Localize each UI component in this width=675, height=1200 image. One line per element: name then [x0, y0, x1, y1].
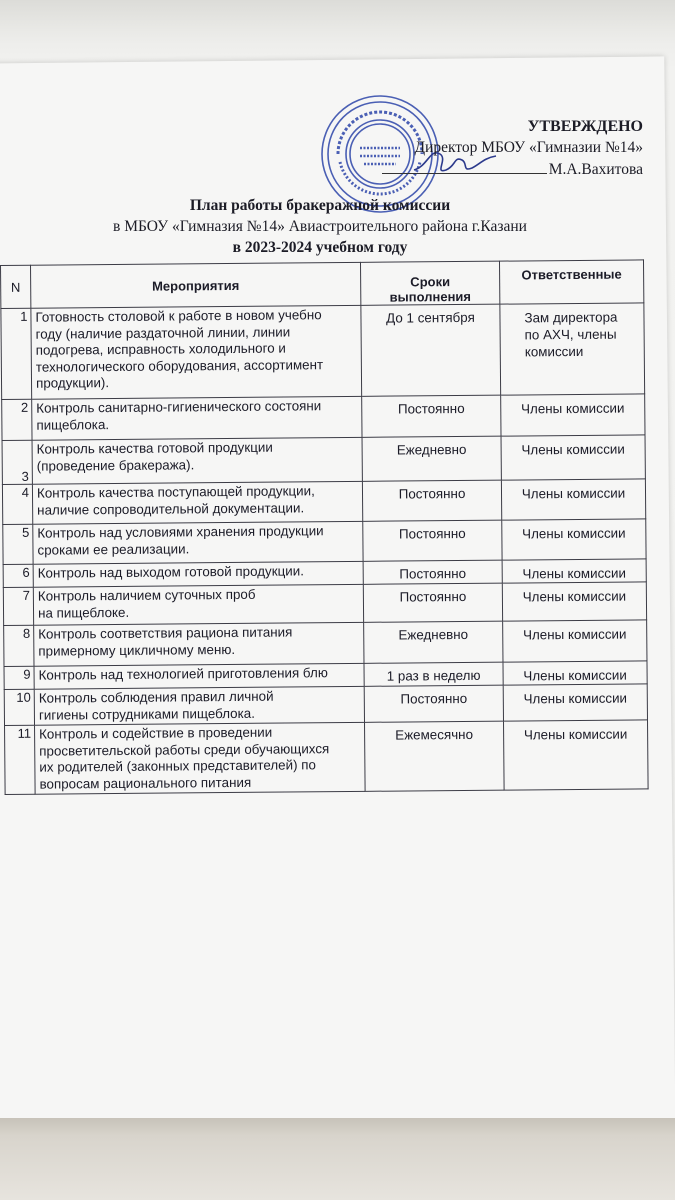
row-number: 2 [2, 399, 32, 440]
row-responsible [503, 661, 647, 685]
table-row [4, 684, 647, 726]
row-activity [35, 722, 366, 794]
approval-heading: УТВЕРЖДЕНО [527, 118, 643, 135]
activity-line: сроками ее реализации. [37, 540, 190, 558]
row-responsible [502, 582, 646, 621]
row-term: До 1 сентября [361, 304, 501, 396]
activity-line: Контроль над условиями хранения продукции [37, 523, 324, 541]
header-number: N [1, 265, 31, 308]
row-activity [34, 686, 364, 725]
row-term: Постоянно [363, 583, 502, 622]
row-number: 10 [4, 689, 34, 725]
header-activity: Мероприятия [31, 262, 361, 308]
row-responsible [501, 435, 645, 480]
row-term: Постоянно [363, 560, 502, 584]
responsible-line: Члены комиссии [522, 626, 627, 643]
plan-table [0, 259, 649, 795]
row-activity [34, 622, 364, 666]
table-row [3, 582, 646, 626]
row-term: Постоянно [362, 395, 501, 437]
row-number: 4 [2, 484, 32, 524]
row-activity [33, 584, 363, 625]
responsible-line: по АХЧ, члены [524, 326, 617, 343]
row-number: 8 [4, 625, 34, 666]
row-number: 9 [4, 666, 34, 689]
activity-line: технологического оборудования, ассортимент [35, 356, 324, 375]
row-responsible [503, 684, 647, 721]
row-term: Ежедневно [362, 436, 501, 481]
row-term: Ежедневно [364, 621, 503, 663]
table-row [1, 303, 645, 400]
activity-line: (проведение бракеража). [36, 456, 195, 474]
activity-line: примерному цикличному меню. [38, 641, 236, 659]
row-term: Постоянно [364, 685, 503, 722]
responsible-line: Члены комиссии [520, 400, 625, 417]
signature-line [382, 158, 547, 174]
activity-line: их родителей (законных представителей) по [39, 757, 317, 775]
table-row [2, 435, 645, 485]
title-line-3: в 2023-2024 учебном году [232, 239, 408, 256]
table-row [2, 479, 645, 525]
approval-signature-row [382, 158, 643, 180]
row-activity [32, 396, 362, 440]
table-row [3, 519, 646, 565]
responsible-line: Члены комиссии [521, 441, 625, 458]
row-activity [33, 521, 363, 564]
responsible-line: Члены комиссии [523, 667, 627, 684]
title-line-1: План работы бракеражной комиссии [189, 197, 451, 214]
table-row [5, 720, 649, 795]
activity-line: Контроль соответствия рациона питания [38, 624, 293, 642]
row-number: 5 [3, 524, 33, 564]
activity-line: на пищеблоке. [37, 604, 130, 621]
row-number: 7 [3, 587, 33, 625]
row-activity [34, 663, 364, 689]
document-title [40, 195, 600, 258]
activity-line: вопросам рационального питания [39, 774, 252, 792]
responsible-line: Члены комиссии [523, 690, 628, 707]
row-activity [32, 481, 362, 524]
row-number: 1 [1, 308, 32, 399]
row-term: 1 раз в неделю [364, 662, 503, 686]
row-number: 6 [3, 564, 33, 587]
title-line-2: в МБОУ «Гимназия №14» Авиастроительного района г.Казани [113, 218, 527, 235]
table-header-row [1, 260, 644, 309]
activity-line: Контроль качества поступающей продукции, [36, 483, 315, 501]
responsible-line: Члены комиссии [523, 726, 628, 743]
row-term: Постоянно [363, 520, 502, 561]
row-term: Ежемесячно [365, 721, 505, 791]
row-activity [32, 437, 362, 484]
responsible-line: Члены комиссии [522, 588, 627, 605]
activity-line: Контроль санитарно-гигиенического состояни [36, 398, 322, 416]
responsible-line: Члены комиссии [521, 485, 626, 502]
row-number: 11 [5, 725, 36, 794]
activity-line: Контроль над технологией приготовления блю [38, 665, 328, 683]
activity-line: Контроль наличием суточных проб [37, 586, 256, 604]
activity-line: продукции). [35, 375, 110, 391]
row-number: 3 [2, 440, 32, 484]
activity-line: Контроль над выходом готовой продукции. [37, 563, 304, 581]
approval-position: Директор МБОУ «Гимназии №14» [414, 139, 643, 156]
activity-line: Контроль и содействие в проведении [39, 724, 273, 742]
plan-table-body [1, 303, 648, 795]
header-term: Сроки выполнения [360, 261, 499, 305]
table-row [4, 620, 647, 667]
row-term: Постоянно [362, 480, 501, 521]
activity-line: пищеблока. [36, 416, 110, 433]
responsible-line: Члены комиссии [522, 565, 626, 582]
row-responsible [502, 559, 646, 583]
activity-line: году (наличие раздаточной линии, линии [35, 323, 291, 342]
activity-line: Готовность столовой к работе в новом учебно [35, 307, 322, 325]
activity-line: подогрева, исправность холодильного и [35, 340, 286, 358]
activity-line: просветительской работы среди обучающихся [39, 740, 330, 759]
row-responsible [501, 479, 645, 520]
activity-line: Контроль качества готовой продукции [36, 439, 273, 457]
approval-name: М.А.Вахитова [548, 161, 643, 178]
activity-line: наличие сопроводительной документации. [37, 499, 305, 518]
responsible-line: комиссии [524, 343, 584, 360]
table-row [2, 394, 645, 441]
responsible-line: Члены комиссии [522, 525, 626, 542]
approval-block [382, 116, 643, 180]
row-responsible [500, 303, 645, 395]
row-activity [33, 561, 363, 587]
row-responsible [502, 519, 646, 560]
responsible-line: Зам директора [524, 309, 618, 326]
row-responsible [501, 394, 645, 436]
row-responsible [503, 720, 648, 790]
header-responsible: Ответственные [499, 260, 643, 304]
activity-line: гигиены сотрудниками пищеблока. [38, 705, 255, 723]
row-responsible [503, 620, 647, 662]
activity-line: Контроль соблюдения правил личной [38, 688, 274, 706]
row-activity [31, 305, 362, 399]
